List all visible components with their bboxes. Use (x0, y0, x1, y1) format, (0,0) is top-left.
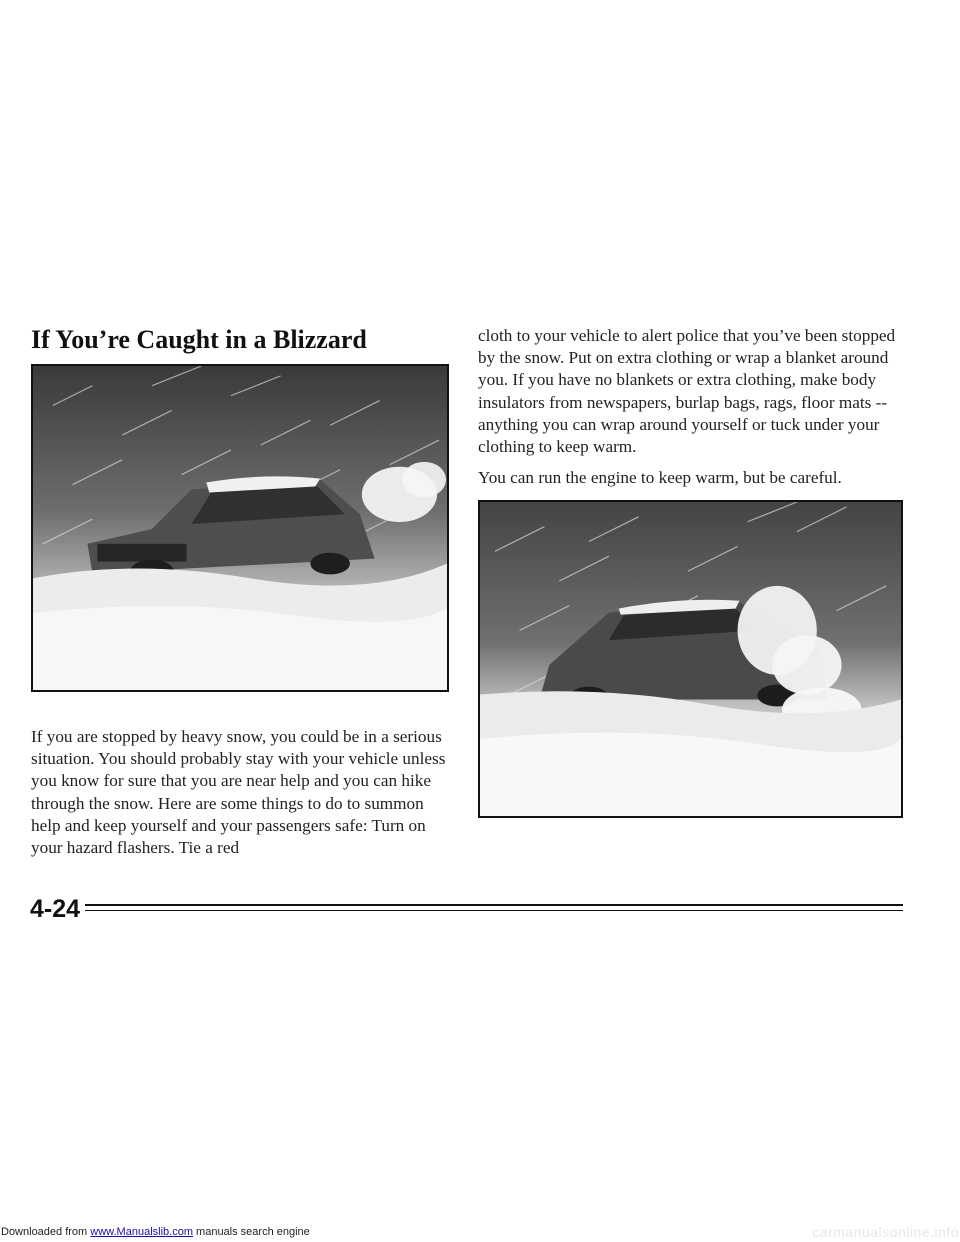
right-column-text (478, 325, 903, 489)
download-footer (1, 1226, 310, 1238)
right-paragraph-2: You can run the engine to keep warm, but be careful. (478, 468, 842, 488)
car-in-blizzard-illustration (31, 364, 449, 692)
left-column-text (31, 726, 451, 859)
running-car-exhaust-illustration (478, 500, 903, 818)
page-number: 4-24 (30, 895, 81, 923)
footer-prefix: Downloaded from (1, 1226, 91, 1238)
right-paragraph-1: cloth to your vehicle to alert police that you’ve been stopped by the snow. Put on extra clothing or wrap a blanket around you. If you have no blankets or extra clothing, make body insulators from newspapers, burlap bags, rags, floor mats -- anything you can wrap around yourself or tuck under your clothing to keep warm. (478, 326, 896, 457)
left-paragraph: If you are stopped by heavy snow, you could be in a serious situation. You should probably stay with your vehicle unless you know for sure that you are near help and you can hike through the snow. Here are some things to do to summon help and keep yourself and your passengers safe: Turn on your hazard flashers. Tie a red (31, 727, 446, 858)
footer-rule-thin (85, 910, 903, 911)
watermark: carmanualsonline.info (812, 1224, 959, 1240)
footer-rule-thick (85, 904, 903, 906)
footer-suffix: manuals search engine (192, 1226, 310, 1238)
section-heading: If You’re Caught in a Blizzard (31, 325, 367, 354)
manualslib-link[interactable]: www.Manualslib.com (90, 1226, 193, 1238)
